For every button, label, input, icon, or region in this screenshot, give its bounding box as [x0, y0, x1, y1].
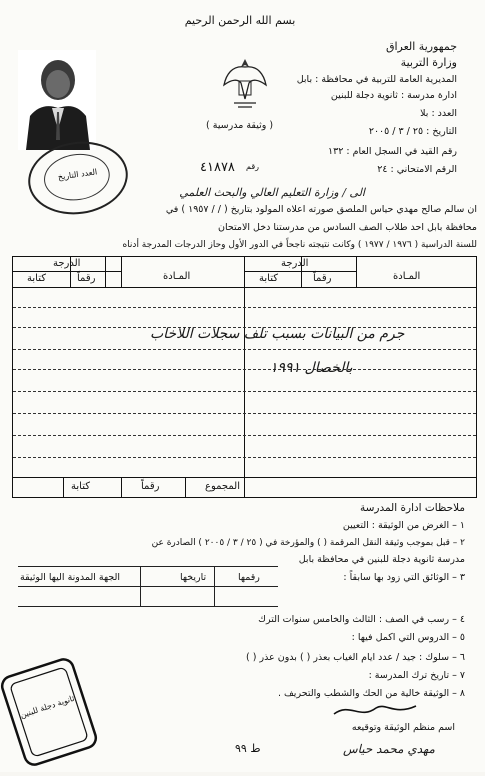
detail-7: ٧ – تاريخ ترك المدرسة : [368, 670, 465, 681]
words-header-right: كتابة [259, 273, 278, 284]
grade-header-left: الدرجة [53, 258, 81, 269]
school-admin-line: ادارة مدرسة : ثانوية دجلة للبنين [330, 90, 457, 101]
signature-label: اسم منظم الوثيقة وتوقيعه [351, 722, 455, 733]
directorate-line: المديرية العامة للتربية في محافظة : بابل [296, 74, 457, 85]
basmala: بسم الله الرحمن الرحيم [184, 14, 296, 27]
col-date: تاريخها [180, 572, 207, 583]
note-3: ٣ – الوثائق التي زود بها سابقاً : [343, 572, 465, 583]
body-line-3: للسنة الدراسية ( ١٩٧٦ / ١٩٧٧ ) وكانت نتيجته ناجحاً في الدور الأول وحاز الدرجات المدرجة أدناه [122, 240, 477, 250]
serial-number: ٤١٨٧٨ [200, 160, 235, 175]
note-2: ٢ – قبل بموجب وثيقة النقل المرقمة ( ) والمؤرخة في ( ٢٥ / ٣ / ٢٠٠٥ ) الصادرة عن [151, 538, 465, 548]
body-line-1: ان سالم صالح مهدي حياس الملصق صورته اعلاه المولود بتاريخ ( / / ١٩٥٧ ) في [165, 204, 477, 215]
detail-5: ٥ – الدروس التي اكمل فيها : [351, 632, 465, 643]
eagle-emblem-icon [222, 55, 268, 111]
subject-header-right: المـادة [393, 271, 421, 282]
document-code: ط ٩٩ [235, 742, 261, 755]
grades-table [12, 256, 477, 498]
words-header-left: كتابة [27, 273, 46, 284]
school-stamp: العدد التاريخ [23, 135, 132, 220]
body-line-2: محافظة بابل احد طلاب الصف السادس من مدرستنا دخل الامتحان [218, 222, 477, 233]
bottom-school-stamp: ثانوية دجلة للبنين [0, 652, 103, 772]
notes-title: ملاحظات ادارة المدرسة [359, 502, 465, 514]
detail-8: ٨ – الوثيقة خالية من الحك والشطب والتحريف . [277, 688, 465, 699]
total-words: كتابة [71, 481, 90, 492]
digits-header-right: رقماً [313, 273, 332, 284]
date-line: التاريخ : ٢٥ / ٣ / ٢٠٠٥ [368, 126, 457, 137]
detail-6: ٦ – سلوك : جيد / عدد ايام الغياب بعذر ( ) بدون عذر ( ) [246, 652, 465, 663]
exam-number-line: الرقم الامتحاني : ٢٤ [377, 164, 457, 175]
grade-header-right: الدرجة [281, 258, 309, 269]
handwritten-note-2: بالخصال ١٩٩١ [270, 360, 353, 376]
digits-header-left: رقماً [77, 273, 96, 284]
signature-mark-icon [330, 698, 420, 722]
signature-name: مهدي محمد حياس [342, 742, 435, 756]
document-type: ( وثيقة مدرسية ) [206, 120, 274, 131]
col-issuer: الجهة المدونة اليها الوثيقة [20, 572, 121, 583]
detail-4: ٤ – رسب في الصف : الثالث والخامس سنوات الترك [258, 614, 465, 625]
note-1: ١ – الغرض من الوثيقة : التعيين [342, 520, 465, 531]
student-photo [18, 50, 96, 150]
number-line: العدد : بلا [420, 108, 457, 119]
note-2-continued: مدرسة ثانوية دجلة للبنين في محافظة بابل [298, 554, 465, 565]
serial-label: رقم [246, 162, 260, 171]
country-title: جمهورية العراق [385, 40, 457, 53]
ministry-title: وزارة التربية [400, 56, 457, 69]
registry-line: رقم القيد في السجل العام : ١٣٢ [328, 146, 457, 157]
subject-header-left: المـادة [163, 271, 191, 282]
total-label: المجموع [205, 481, 240, 492]
col-number: رقمها [238, 572, 260, 583]
handwritten-note-1: جرم من البيانات بسبب تلف سجلات اللاخاب [150, 326, 405, 342]
total-digits: رقماً [141, 481, 160, 492]
recipient-line: الى / وزارة التعليم العالي والبحث العلمي [179, 186, 365, 199]
